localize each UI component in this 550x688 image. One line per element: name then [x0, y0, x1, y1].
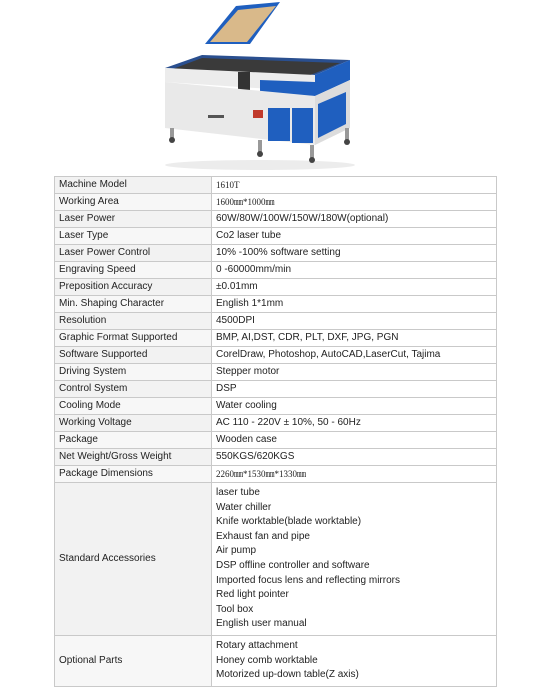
table-row: [55, 635, 497, 686]
table-row: [55, 177, 497, 194]
spec-value: Stepper motor: [212, 364, 497, 381]
table-row: [55, 432, 497, 449]
spec-value: 2260㎜*1530㎜*1330㎜: [212, 466, 497, 483]
spec-label: Package Dimensions: [55, 466, 212, 483]
list-item: Motorized up-down table(Z axis): [216, 669, 359, 681]
list-item: Imported focus lens and reflecting mirrors: [216, 574, 400, 586]
spec-value: 1600㎜*1000㎜: [212, 194, 497, 211]
list-item: laser tube: [216, 487, 260, 498]
spec-value: AC 110 - 220V ± 10%, 50 - 60Hz: [212, 415, 497, 432]
table-row: [55, 296, 497, 313]
table-row: [55, 415, 497, 432]
list-item: Air pump: [216, 545, 257, 557]
list-item: Honey comb worktable: [216, 654, 318, 666]
table-row: [55, 449, 497, 466]
table-row: [55, 245, 497, 262]
spec-label: Software Supported: [55, 347, 212, 364]
spec-value: DSP: [212, 381, 497, 398]
spec-label: Working Voltage: [55, 415, 212, 432]
spec-label: Package: [55, 432, 212, 449]
spec-value: 0 -60000mm/min: [212, 262, 497, 279]
list-item: English user manual: [216, 618, 307, 630]
spec-value: 10% -100% software setting: [212, 245, 497, 262]
optional-parts-label: Optional Parts: [55, 635, 212, 686]
spec-label: Cooling Mode: [55, 398, 212, 415]
list-item: DSP offline controller and software: [216, 559, 370, 571]
spec-value: ±0.01mm: [212, 279, 497, 296]
table-row: [55, 262, 497, 279]
spec-value: English 1*1mm: [212, 296, 497, 313]
spec-label: Graphic Format Supported: [55, 330, 212, 347]
laser-machine-image: [150, 0, 360, 172]
table-row: [55, 483, 497, 636]
specifications-table: [54, 176, 497, 687]
spec-value: Co2 laser tube: [212, 228, 497, 245]
table-row: [55, 466, 497, 483]
table-row: [55, 313, 497, 330]
spec-value: 4500DPI: [212, 313, 497, 330]
spec-label: Preposition Accuracy: [55, 279, 212, 296]
table-row: [55, 398, 497, 415]
spec-label: Resolution: [55, 313, 212, 330]
spec-label: Engraving Speed: [55, 262, 212, 279]
spec-label: Driving System: [55, 364, 212, 381]
table-row: [55, 330, 497, 347]
spec-label: Working Area: [55, 194, 212, 211]
list-item: Exhaust fan and pipe: [216, 530, 310, 542]
optional-parts-list: [212, 635, 497, 686]
table-row: [55, 381, 497, 398]
spec-value: CorelDraw, Photoshop, AutoCAD,LaserCut, Tajima: [212, 347, 497, 364]
spec-value: 550KGS/620KGS: [212, 449, 497, 466]
spec-label: Laser Type: [55, 228, 212, 245]
spec-value: Water cooling: [212, 398, 497, 415]
list-item: Red light pointer: [216, 589, 289, 601]
spec-label: Machine Model: [55, 177, 212, 194]
spec-value: 60W/80W/100W/150W/180W(optional): [212, 211, 497, 228]
table-row: [55, 279, 497, 296]
spec-label: Control System: [55, 381, 212, 398]
spec-value: BMP, AI,DST, CDR, PLT, DXF, JPG, PGN: [212, 330, 497, 347]
standard-accessories-label: Standard Accessories: [55, 483, 212, 636]
table-row: [55, 364, 497, 381]
table-row: [55, 194, 497, 211]
table-row: [55, 347, 497, 364]
spec-value: Wooden case: [212, 432, 497, 449]
spec-label: Min. Shaping Character: [55, 296, 212, 313]
list-item: Rotary attachment: [216, 639, 298, 651]
list-item: Water chiller: [216, 501, 272, 513]
list-item: Knife worktable(blade worktable): [216, 516, 362, 528]
spec-label: Laser Power: [55, 211, 212, 228]
spec-label: Net Weight/Gross Weight: [55, 449, 212, 466]
table-row: [55, 228, 497, 245]
standard-accessories-list: [212, 483, 497, 636]
spec-value: 1610T: [212, 177, 497, 194]
spec-label: Laser Power Control: [55, 245, 212, 262]
list-item: Tool box: [216, 603, 254, 615]
table-row: [55, 211, 497, 228]
